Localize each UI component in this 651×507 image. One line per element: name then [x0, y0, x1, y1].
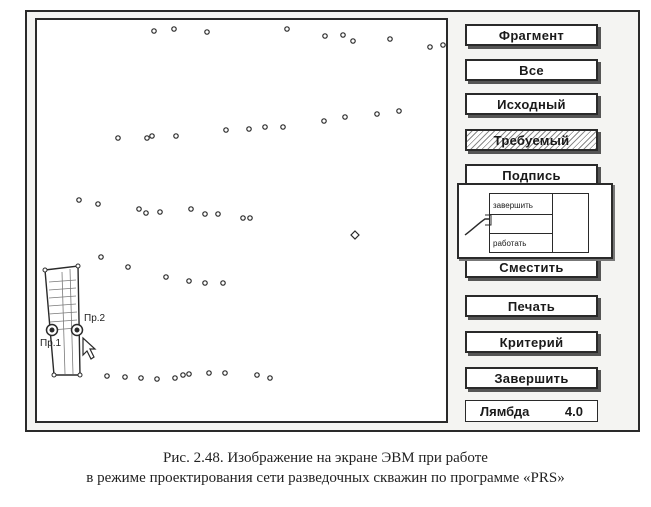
popup-item-work[interactable]: работать: [493, 239, 527, 248]
well-marker[interactable]: [263, 125, 267, 129]
well-marker[interactable]: [247, 127, 251, 131]
well-marker[interactable]: [99, 255, 103, 259]
well-marker[interactable]: [96, 202, 100, 206]
well-marker[interactable]: [268, 376, 272, 380]
criterion-button[interactable]: [465, 331, 598, 353]
print-button-label: Печать: [507, 298, 556, 314]
fragment-button[interactable]: [465, 24, 598, 46]
well-marker[interactable]: [255, 373, 259, 377]
well-marker[interactable]: [388, 37, 392, 41]
well-marker[interactable]: [155, 377, 159, 381]
shift-button-label: Сместить: [499, 259, 564, 275]
well-marker[interactable]: [139, 376, 143, 380]
well-marker[interactable]: [441, 43, 445, 47]
well-marker[interactable]: [248, 216, 252, 220]
shift-button[interactable]: [465, 256, 598, 278]
all-button-label: Все: [519, 62, 544, 78]
well-marker[interactable]: [221, 281, 225, 285]
well-marker[interactable]: [341, 33, 345, 37]
fragment-button-label: Фрагмент: [498, 27, 565, 43]
well-marker[interactable]: [207, 371, 211, 375]
selected-well-marker[interactable]: [351, 231, 359, 239]
well-marker[interactable]: [224, 128, 228, 132]
well-marker[interactable]: [116, 136, 120, 140]
well-marker[interactable]: [285, 27, 289, 31]
profile-label-1: Пр.1: [40, 338, 62, 349]
well-marker[interactable]: [241, 216, 245, 220]
well-marker[interactable]: [375, 112, 379, 116]
lambda-label: Лямбда: [480, 403, 530, 419]
profile-point-1[interactable]: [47, 325, 58, 336]
well-marker[interactable]: [216, 212, 220, 216]
well-marker[interactable]: [343, 115, 347, 119]
initial-button[interactable]: [465, 93, 598, 115]
well-marker[interactable]: [351, 39, 355, 43]
mouse-pointer-icon: [83, 338, 95, 359]
popup-item-finish[interactable]: завершить: [490, 196, 552, 215]
well-marker[interactable]: [150, 134, 154, 138]
well-marker[interactable]: [77, 198, 81, 202]
well-marker[interactable]: [397, 109, 401, 113]
popup-item-empty: [490, 215, 552, 234]
well-marker[interactable]: [174, 134, 178, 138]
lambda-value: 4.0: [564, 403, 583, 419]
well-marker[interactable]: [205, 30, 209, 34]
well-marker[interactable]: [173, 376, 177, 380]
well-marker[interactable]: [322, 119, 326, 123]
popup-menu-column: [490, 194, 553, 252]
figure-caption: [0, 448, 651, 488]
profile-region[interactable]: [43, 264, 82, 377]
well-marker[interactable]: [187, 372, 191, 376]
profile-point-2[interactable]: [72, 325, 83, 336]
well-marker[interactable]: [187, 279, 191, 283]
profile-label-2: Пр.2: [84, 313, 106, 324]
well-marker[interactable]: [203, 281, 207, 285]
well-marker[interactable]: [123, 375, 127, 379]
criterion-button-label: Критерий: [499, 334, 564, 350]
well-marker[interactable]: [137, 207, 141, 211]
well-marker[interactable]: [428, 45, 432, 49]
signature-button-label: Подпись: [502, 167, 561, 183]
context-popup: [457, 183, 613, 259]
well-marker[interactable]: [126, 265, 130, 269]
well-marker[interactable]: [281, 125, 285, 129]
canvas-drawing: [37, 20, 450, 425]
well-marker[interactable]: [172, 27, 176, 31]
initial-button-label: Исходный: [497, 96, 566, 112]
well-marker[interactable]: [158, 210, 162, 214]
print-button[interactable]: [465, 295, 598, 317]
well-marker[interactable]: [203, 212, 207, 216]
lambda-field[interactable]: [465, 400, 598, 422]
required-button-label: Требуемый: [493, 132, 570, 148]
well-marker[interactable]: [164, 275, 168, 279]
well-marker[interactable]: [189, 207, 193, 211]
well-marker[interactable]: [181, 373, 185, 377]
well-marker[interactable]: [144, 211, 148, 215]
required-button[interactable]: [465, 129, 598, 151]
well-marker[interactable]: [145, 136, 149, 140]
finish-button[interactable]: [465, 367, 598, 389]
finish-button-label: Завершить: [494, 370, 569, 386]
well-marker[interactable]: [323, 34, 327, 38]
all-button[interactable]: [465, 59, 598, 81]
well-marker[interactable]: [152, 29, 156, 33]
well-network-canvas[interactable]: [35, 18, 448, 423]
caption-line-1: Рис. 2.48. Изображение на экране ЭВМ при работе: [163, 450, 488, 466]
well-marker[interactable]: [105, 374, 109, 378]
caption-line-2: в режиме проектирования сети разведочных скважин по программе «PRS»: [86, 470, 565, 486]
well-marker[interactable]: [223, 371, 227, 375]
popup-menu: [489, 193, 589, 253]
